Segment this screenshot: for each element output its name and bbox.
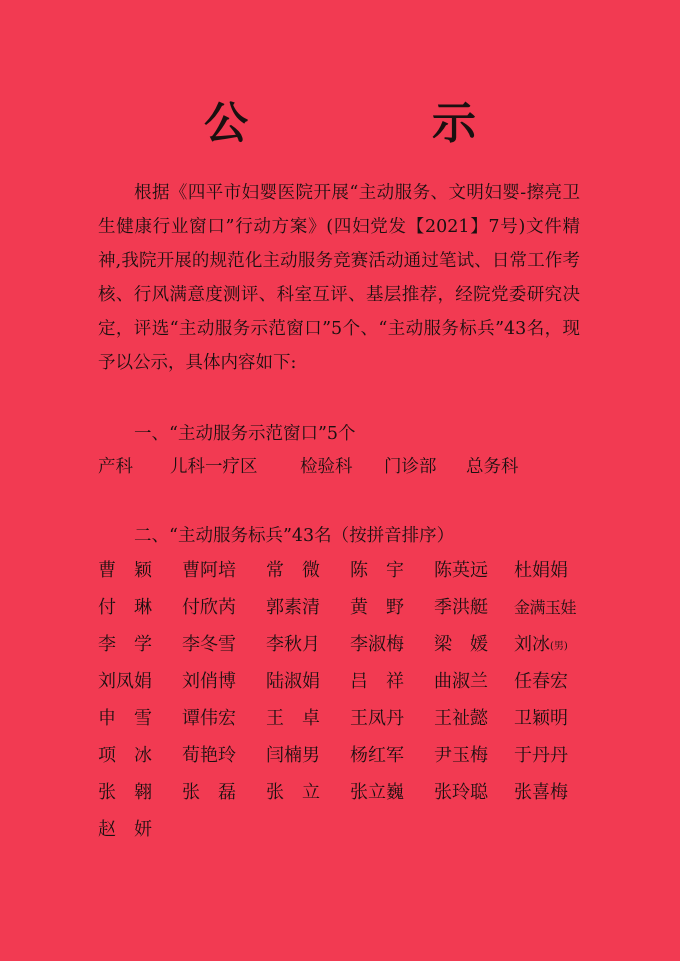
staff-name: 郭素清: [266, 597, 320, 618]
window-item: 总务科: [466, 457, 519, 477]
section2-heading: 二、“主动服务标兵”43名（按拼音排序）: [134, 526, 455, 546]
staff-name: 李秋月: [266, 634, 320, 655]
staff-name: 陆淑娟: [266, 671, 320, 692]
staff-name: 张 磊: [182, 782, 236, 803]
staff-name: 谭伟宏: [182, 708, 236, 729]
staff-name: 张玲聪: [434, 782, 488, 803]
staff-name: 项 冰: [98, 745, 152, 766]
staff-name: 金满玉娃: [514, 598, 577, 617]
staff-name: 尹玉梅: [434, 745, 488, 766]
staff-name: 曲淑兰: [434, 671, 488, 692]
window-item: 产科: [98, 457, 133, 477]
staff-name: 张 翱: [98, 782, 152, 803]
staff-name: 陈英远: [434, 560, 488, 581]
gender-note: (男): [550, 641, 568, 652]
staff-name: 季洪艇: [434, 597, 488, 618]
staff-name: 陈 宇: [350, 560, 404, 581]
name-row: [98, 667, 588, 701]
intro-paragraph: 根据《四平市妇婴医院开展“主动服务、文明妇婴-擦亮卫生健康行业窗口”行动方案》(四妇党发【2021】7号)文件精神,我院开展的规范化主动服务竞赛活动通过笔试、日常工作考核、行风满意度测评、科室互评、基层推荐，经院党委研究决定，评选“主动服务示范窗口”5个、“主动服务标兵”43名，现予以公示，具体内容如下:: [98, 183, 580, 373]
staff-name: 王祉懿: [434, 708, 488, 729]
staff-name: 杨红军: [350, 745, 404, 766]
staff-name: 李 学: [98, 634, 152, 655]
staff-name: 卫颖明: [514, 708, 568, 729]
staff-name: 任春宏: [514, 671, 568, 692]
name-row: [98, 593, 588, 627]
name-row: [98, 704, 588, 738]
staff-name: 曹 颖: [98, 560, 152, 581]
staff-name: 闫楠男: [266, 745, 320, 766]
staff-name: 付欣芮: [182, 597, 236, 618]
window-item: 儿科一疗区: [170, 457, 258, 477]
staff-name: 付 琳: [98, 597, 152, 618]
staff-name: 申 雪: [98, 708, 152, 729]
staff-name: 刘冰: [514, 634, 550, 655]
staff-name: 梁 媛: [434, 634, 488, 655]
staff-name-with-note: [514, 630, 598, 662]
staff-name: 刘俏博: [182, 671, 236, 692]
name-row: [98, 778, 588, 812]
section1-heading: 一、“主动服务示范窗口”5个: [134, 424, 356, 444]
name-row: [98, 556, 588, 590]
staff-name: 李淑梅: [350, 634, 404, 655]
name-row: [98, 815, 588, 849]
staff-name: 张喜梅: [514, 782, 568, 803]
staff-name: 李冬雪: [182, 634, 236, 655]
staff-name: 王凤丹: [350, 708, 404, 729]
staff-name: 曹阿培: [182, 560, 236, 581]
window-item: 门诊部: [384, 457, 437, 477]
name-row: [98, 630, 588, 664]
document-title: 公 示: [204, 98, 546, 149]
staff-name: 赵 妍: [98, 819, 152, 840]
staff-name: 于丹丹: [514, 745, 568, 766]
staff-name: 杜娟娟: [514, 560, 568, 581]
name-row: [98, 741, 588, 775]
staff-name: 荀艳玲: [182, 745, 236, 766]
window-item: 检验科: [300, 457, 353, 477]
staff-name: 吕 祥: [350, 671, 404, 692]
staff-name: 张 立: [266, 782, 320, 803]
staff-name: 常 微: [266, 560, 320, 581]
staff-name: 王 卓: [266, 708, 320, 729]
staff-name: 张立巍: [350, 782, 404, 803]
staff-name: 刘凤娟: [98, 671, 152, 692]
staff-name: 黄 野: [350, 597, 404, 618]
